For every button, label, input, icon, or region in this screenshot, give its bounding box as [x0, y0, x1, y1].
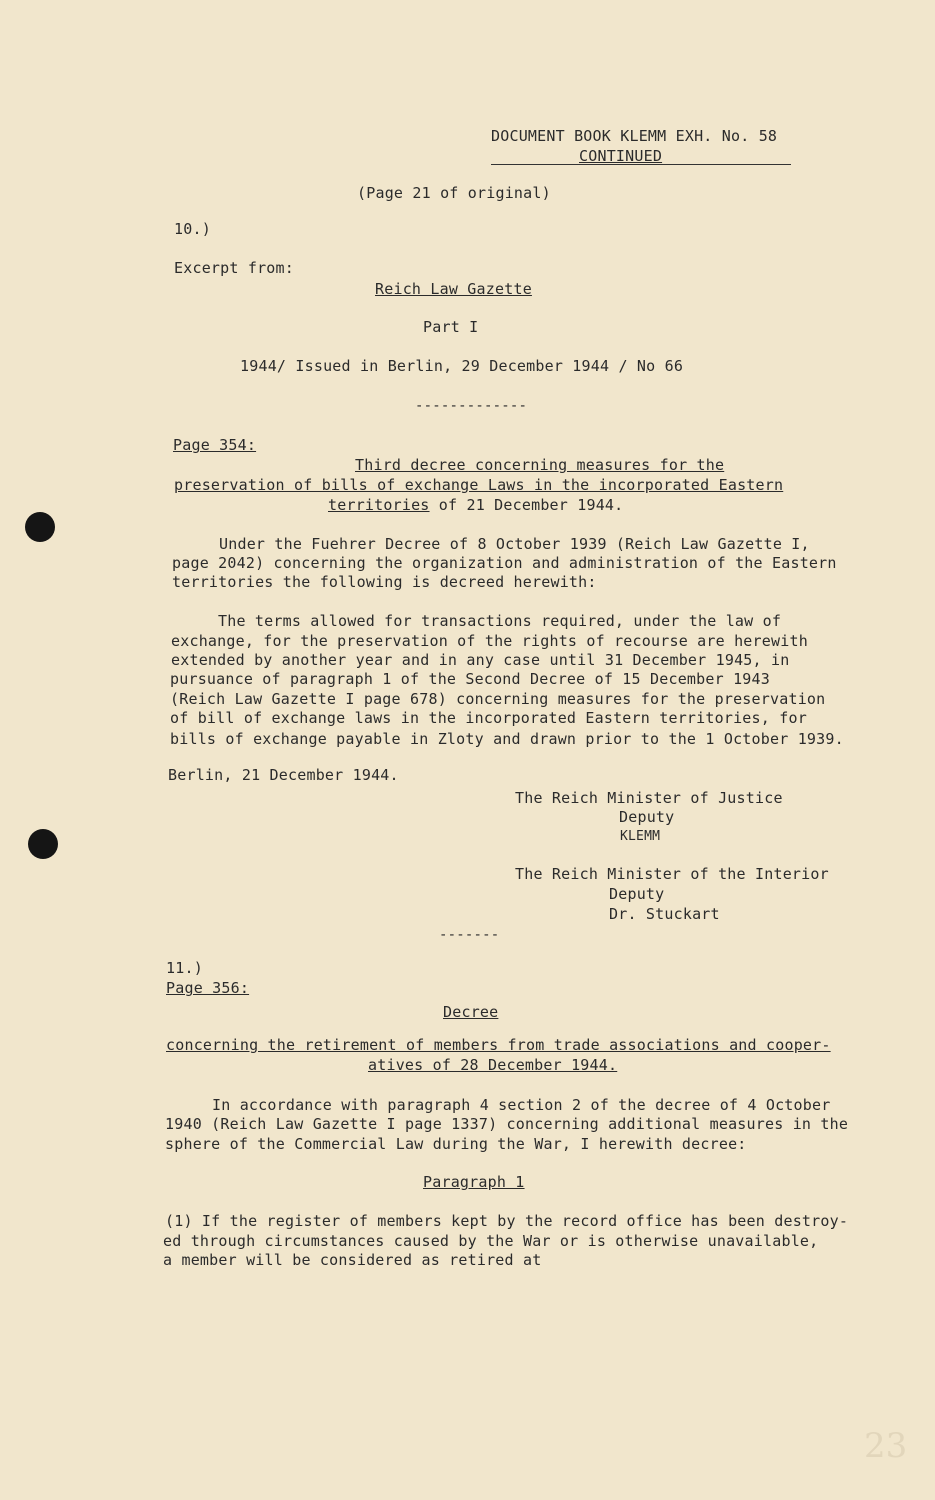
header-rule	[491, 164, 791, 165]
gazette-title: Reich Law Gazette	[375, 280, 532, 298]
signatory1-deputy: Deputy	[619, 808, 675, 826]
para1-line2: page 2042) concerning the organization and administration of the Eastern	[172, 554, 837, 572]
continued-label: CONTINUED	[579, 147, 663, 165]
place-date: Berlin, 21 December 1944.	[168, 766, 399, 784]
item-number-10: 10.)	[174, 220, 211, 238]
signatory2-deputy: Deputy	[609, 885, 665, 903]
para2-line5: (Reich Law Gazette I page 678) concerning measures for the preservation	[170, 690, 826, 708]
para2-line4: pursuance of paragraph 1 of the Second Decree of 15 December 1943	[170, 670, 770, 688]
para2-line6: of bill of exchange laws in the incorporated Eastern territories, for	[170, 709, 807, 727]
para1-line3: territories the following is decreed herewith:	[172, 573, 597, 591]
p1-line3: a member will be considered as retired at	[163, 1251, 542, 1269]
page-354-label: Page 354:	[173, 436, 257, 454]
para2-line2: exchange, for the preservation of the rights of recourse are herewith	[171, 632, 808, 650]
p1-line1: (1) If the register of members kept by the record office has been destroy-	[165, 1212, 849, 1230]
decree2-title-line2: atives of 28 December 1944.	[368, 1056, 618, 1074]
punch-hole-bottom	[28, 829, 58, 859]
item-number-11: 11.)	[166, 959, 203, 977]
decree2-para1-line1: In accordance with paragraph 4 section 2 of the decree of 4 October	[212, 1096, 831, 1114]
para2-line7: bills of exchange payable in Zloty and drawn prior to the 1 October 1939.	[170, 730, 844, 748]
decree-title-line3	[328, 496, 623, 515]
decree-title-line2: preservation of bills of exchange Laws in the incorporated Eastern	[174, 476, 784, 494]
decree-title-date: of 21 December 1944.	[429, 496, 624, 514]
signatory1-title: The Reich Minister of Justice	[515, 789, 783, 807]
gazette-part: Part I	[423, 318, 479, 336]
excerpt-from-label: Excerpt from:	[174, 259, 294, 277]
page-356-label: Page 356:	[166, 979, 250, 997]
punch-hole-top	[25, 512, 55, 542]
decree2-para1-line3: sphere of the Commercial Law during the War, I herewith decree:	[165, 1135, 747, 1153]
signatory1-name: KLEMM	[620, 829, 661, 844]
p1-line2: ed through circumstances caused by the War or is otherwise unavailable,	[163, 1232, 819, 1250]
section-end-dashes: -------	[439, 927, 500, 943]
signatory2-title: The Reich Minister of the Interior	[515, 865, 829, 883]
para2-line1: The terms allowed for transactions required, under the law of	[218, 612, 782, 630]
signatory2-name: Dr. Stuckart	[609, 905, 720, 923]
para2-line3: extended by another year and in any case until 31 December 1945, in	[171, 651, 790, 669]
page-reference: (Page 21 of original)	[357, 184, 551, 202]
document-book-title: DOCUMENT BOOK KLEMM EXH. No. 58	[491, 127, 778, 145]
decree-title-line1: Third decree concerning measures for the	[355, 456, 725, 474]
pencil-page-number: 23	[864, 1426, 908, 1466]
decree2-title-line1: concerning the retirement of members from trade associations and cooper-	[166, 1036, 831, 1054]
gazette-issue: 1944/ Issued in Berlin, 29 December 1944 / No 66	[240, 357, 684, 375]
decree2-para1-line2: 1940 (Reich Law Gazette I page 1337) concerning additional measures in the	[165, 1115, 849, 1133]
paragraph-1-heading: Paragraph 1	[423, 1173, 525, 1191]
para1-line1: Under the Fuehrer Decree of 8 October 1939 (Reich Law Gazette I,	[219, 535, 810, 553]
decree-title-territories: territories	[328, 496, 430, 514]
decree-heading: Decree	[443, 1003, 499, 1021]
separator-dashes: -------------	[415, 398, 528, 414]
